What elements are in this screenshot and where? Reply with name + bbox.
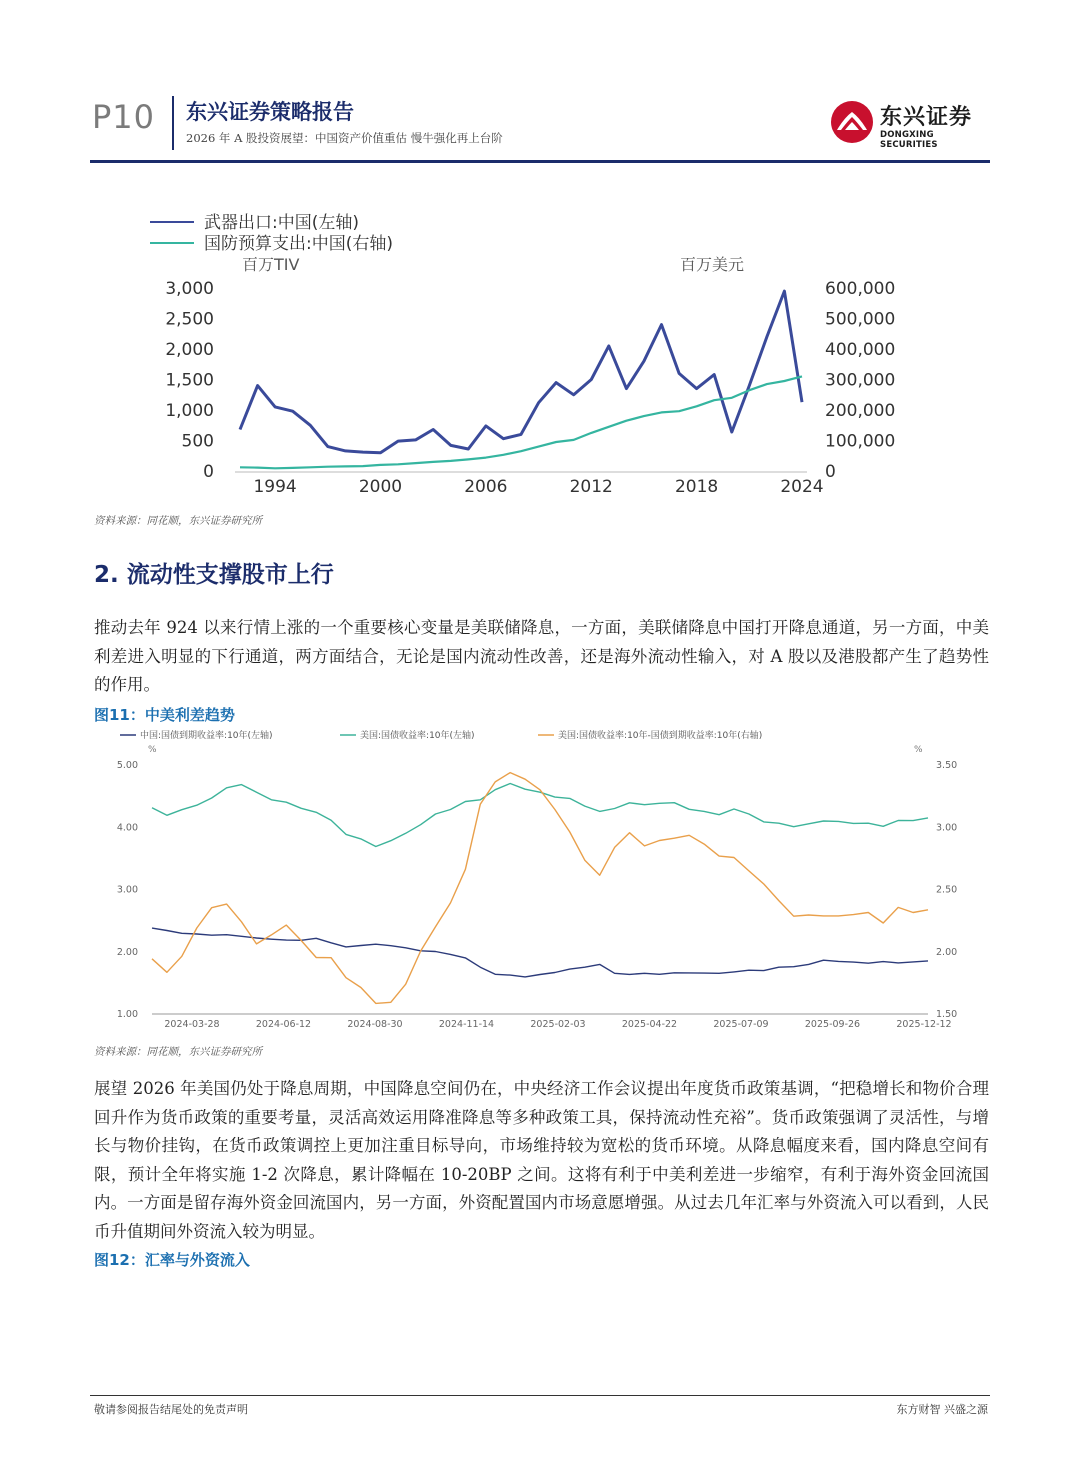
- right-axis-unit: %: [914, 745, 923, 755]
- legend-label-spread: 美国:国债收益率:10年-国债到期收益率:10年(右轴): [558, 731, 763, 741]
- series-us-10y-line: [152, 784, 928, 847]
- y-right-tick-label: 3.50: [936, 760, 958, 771]
- page-header: [0, 0, 1080, 170]
- chart1-legend: [150, 213, 393, 254]
- x-tick-label: 2025-12-12: [896, 1019, 952, 1030]
- y-left-tick-label: 5.00: [116, 760, 138, 771]
- x-tick-label: 2024-03-28: [164, 1019, 220, 1030]
- paragraph-liquidity: 推动去年 924 以来行情上涨的一个重要核心变量是美联储降息，一方面，美联储降息中国打开降息通道，另一方面，中美利差进入明显的下行通道，两方面结合，无论是国内流动性改善，还是海外流动性输入，对 A 股以及港股都产生了趋势性的作用。: [94, 618, 989, 694]
- y-left-tick-label: 2,000: [165, 340, 214, 360]
- y-right-tick-label: 200,000: [825, 401, 896, 421]
- x-tick-label: 2025-07-09: [713, 1019, 769, 1030]
- header-divider: [172, 96, 174, 150]
- section-title: 2. 流动性支撑股市上行: [94, 562, 334, 588]
- logo-name: 东兴证券: [880, 105, 973, 130]
- x-tick-label: 1994: [253, 477, 297, 497]
- logo-emblem-icon: [830, 100, 874, 144]
- left-axis-unit: 百万TIV: [242, 255, 300, 274]
- x-tick-label: 2024: [780, 477, 824, 497]
- y-left-tick-label: 0: [203, 462, 214, 482]
- x-tick-label: 2018: [674, 477, 719, 497]
- footer-rule: [90, 1395, 990, 1396]
- x-tick-label: 2000: [358, 477, 403, 497]
- y-right-tick-label: 600,000: [825, 279, 896, 299]
- y-left-tick-label: 1.00: [116, 1009, 138, 1020]
- logo-english-name: DONGXING SECURITIES: [880, 130, 938, 150]
- us-china-spread-chart: [100, 725, 980, 1035]
- x-tick-label: 2024-06-12: [255, 1019, 312, 1030]
- report-title: 东兴证券策略报告: [186, 100, 354, 124]
- series-arms-export-line: [240, 291, 802, 453]
- x-tick-label: 2025-02-03: [530, 1019, 586, 1030]
- legend-label-china-10y: 中国:国债到期收益率:10年(左轴): [140, 731, 273, 741]
- legend-label-us-10y: 美国:国债收益率:10年(左轴): [360, 731, 475, 741]
- y-right-tick-label: 300,000: [825, 370, 896, 391]
- x-tick-label: 2024-11-14: [438, 1019, 495, 1030]
- report-subtitle: 2026 年 A 股投资展望：中国资产价值重估 慢牛强化再上台阶: [186, 131, 503, 145]
- paragraph-outlook: 展望 2026 年美国仍处于降息周期，中国降息空间仍在，中央经济工作会议提出年度货币政策基调，“把稳增长和物价合理回升作为货币政策的重要考量，灵活高效运用降准降息等多种政策工具，保持流动性充裕”。货币政策强调了灵活性，与增长与物价挂钩，在货币政策调控上更加注重目标导向，市场维持较为宽松的货币环境。从降息幅度来看，国内降息空间有限，预计全年将实施 1-2 次降息，累计降幅在 10-20BP 之间。这将有利于中美利差进一步缩窄，有利于海外资金回流国内。一方面是留存海外资金回流国内，另一方面，外资配置国内市场意愿增强。从过去几年汇率与外资流入可以看到，人民币升值期间外资流入较为明显。: [94, 1079, 989, 1241]
- legend-label-arms-export: 武器出口:中国(左轴): [204, 213, 359, 233]
- x-tick-label: 2024-08-30: [347, 1019, 403, 1030]
- y-left-tick-label: 3.00: [116, 884, 138, 896]
- chart2-legend: [120, 729, 762, 741]
- y-left-tick-label: 3,000: [165, 279, 214, 299]
- page-number: P10: [92, 98, 156, 136]
- footer-disclaimer: 敬请参阅报告结尾处的免责声明: [94, 1403, 248, 1416]
- legend-label-defense-budget: 国防预算支出:中国(右轴): [204, 234, 393, 254]
- x-tick-label: 2012: [569, 477, 613, 497]
- chart1-source: 资料来源：同花顺，东兴证券研究所: [94, 515, 262, 527]
- right-axis-unit: 百万美元: [680, 255, 745, 274]
- y-right-tick-label: 3.00: [936, 822, 958, 834]
- y-right-tick-label: 500,000: [825, 309, 896, 330]
- x-tick-label: 2006: [464, 477, 508, 497]
- y-left-tick-label: 500: [181, 431, 214, 452]
- left-axis-unit: %: [148, 745, 157, 755]
- y-left-tick-label: 1,000: [165, 401, 214, 421]
- y-left-tick-label: 1,500: [165, 370, 214, 391]
- x-tick-label: 2025-04-22: [621, 1019, 678, 1030]
- header-rule: [90, 160, 990, 163]
- x-tick-label: 2025-09-26: [804, 1019, 861, 1030]
- y-right-tick-label: 1.50: [936, 1009, 958, 1020]
- figure-11-title: 图11：中美利差趋势: [94, 706, 235, 724]
- figure-12-title: 图12：汇率与外资流入: [94, 1251, 250, 1269]
- y-right-tick-label: 100,000: [825, 431, 896, 452]
- y-right-tick-label: 2.50: [936, 884, 958, 896]
- footer-slogan: 东方财智 兴盛之源: [896, 1403, 988, 1416]
- y-right-tick-label: 0: [825, 462, 836, 482]
- series-spread-line: [152, 773, 928, 1004]
- y-left-tick-label: 4.00: [116, 822, 138, 834]
- y-right-tick-label: 400,000: [825, 340, 896, 360]
- chart2-source: 资料来源：同花顺，东兴证券研究所: [94, 1046, 262, 1058]
- y-left-tick-label: 2,500: [165, 309, 214, 330]
- y-left-tick-label: 2.00: [116, 946, 138, 958]
- y-right-tick-label: 2.00: [936, 946, 958, 958]
- series-china-10y-line: [152, 928, 928, 977]
- arms-export-chart: [90, 200, 970, 505]
- dongxing-logo: [830, 100, 990, 150]
